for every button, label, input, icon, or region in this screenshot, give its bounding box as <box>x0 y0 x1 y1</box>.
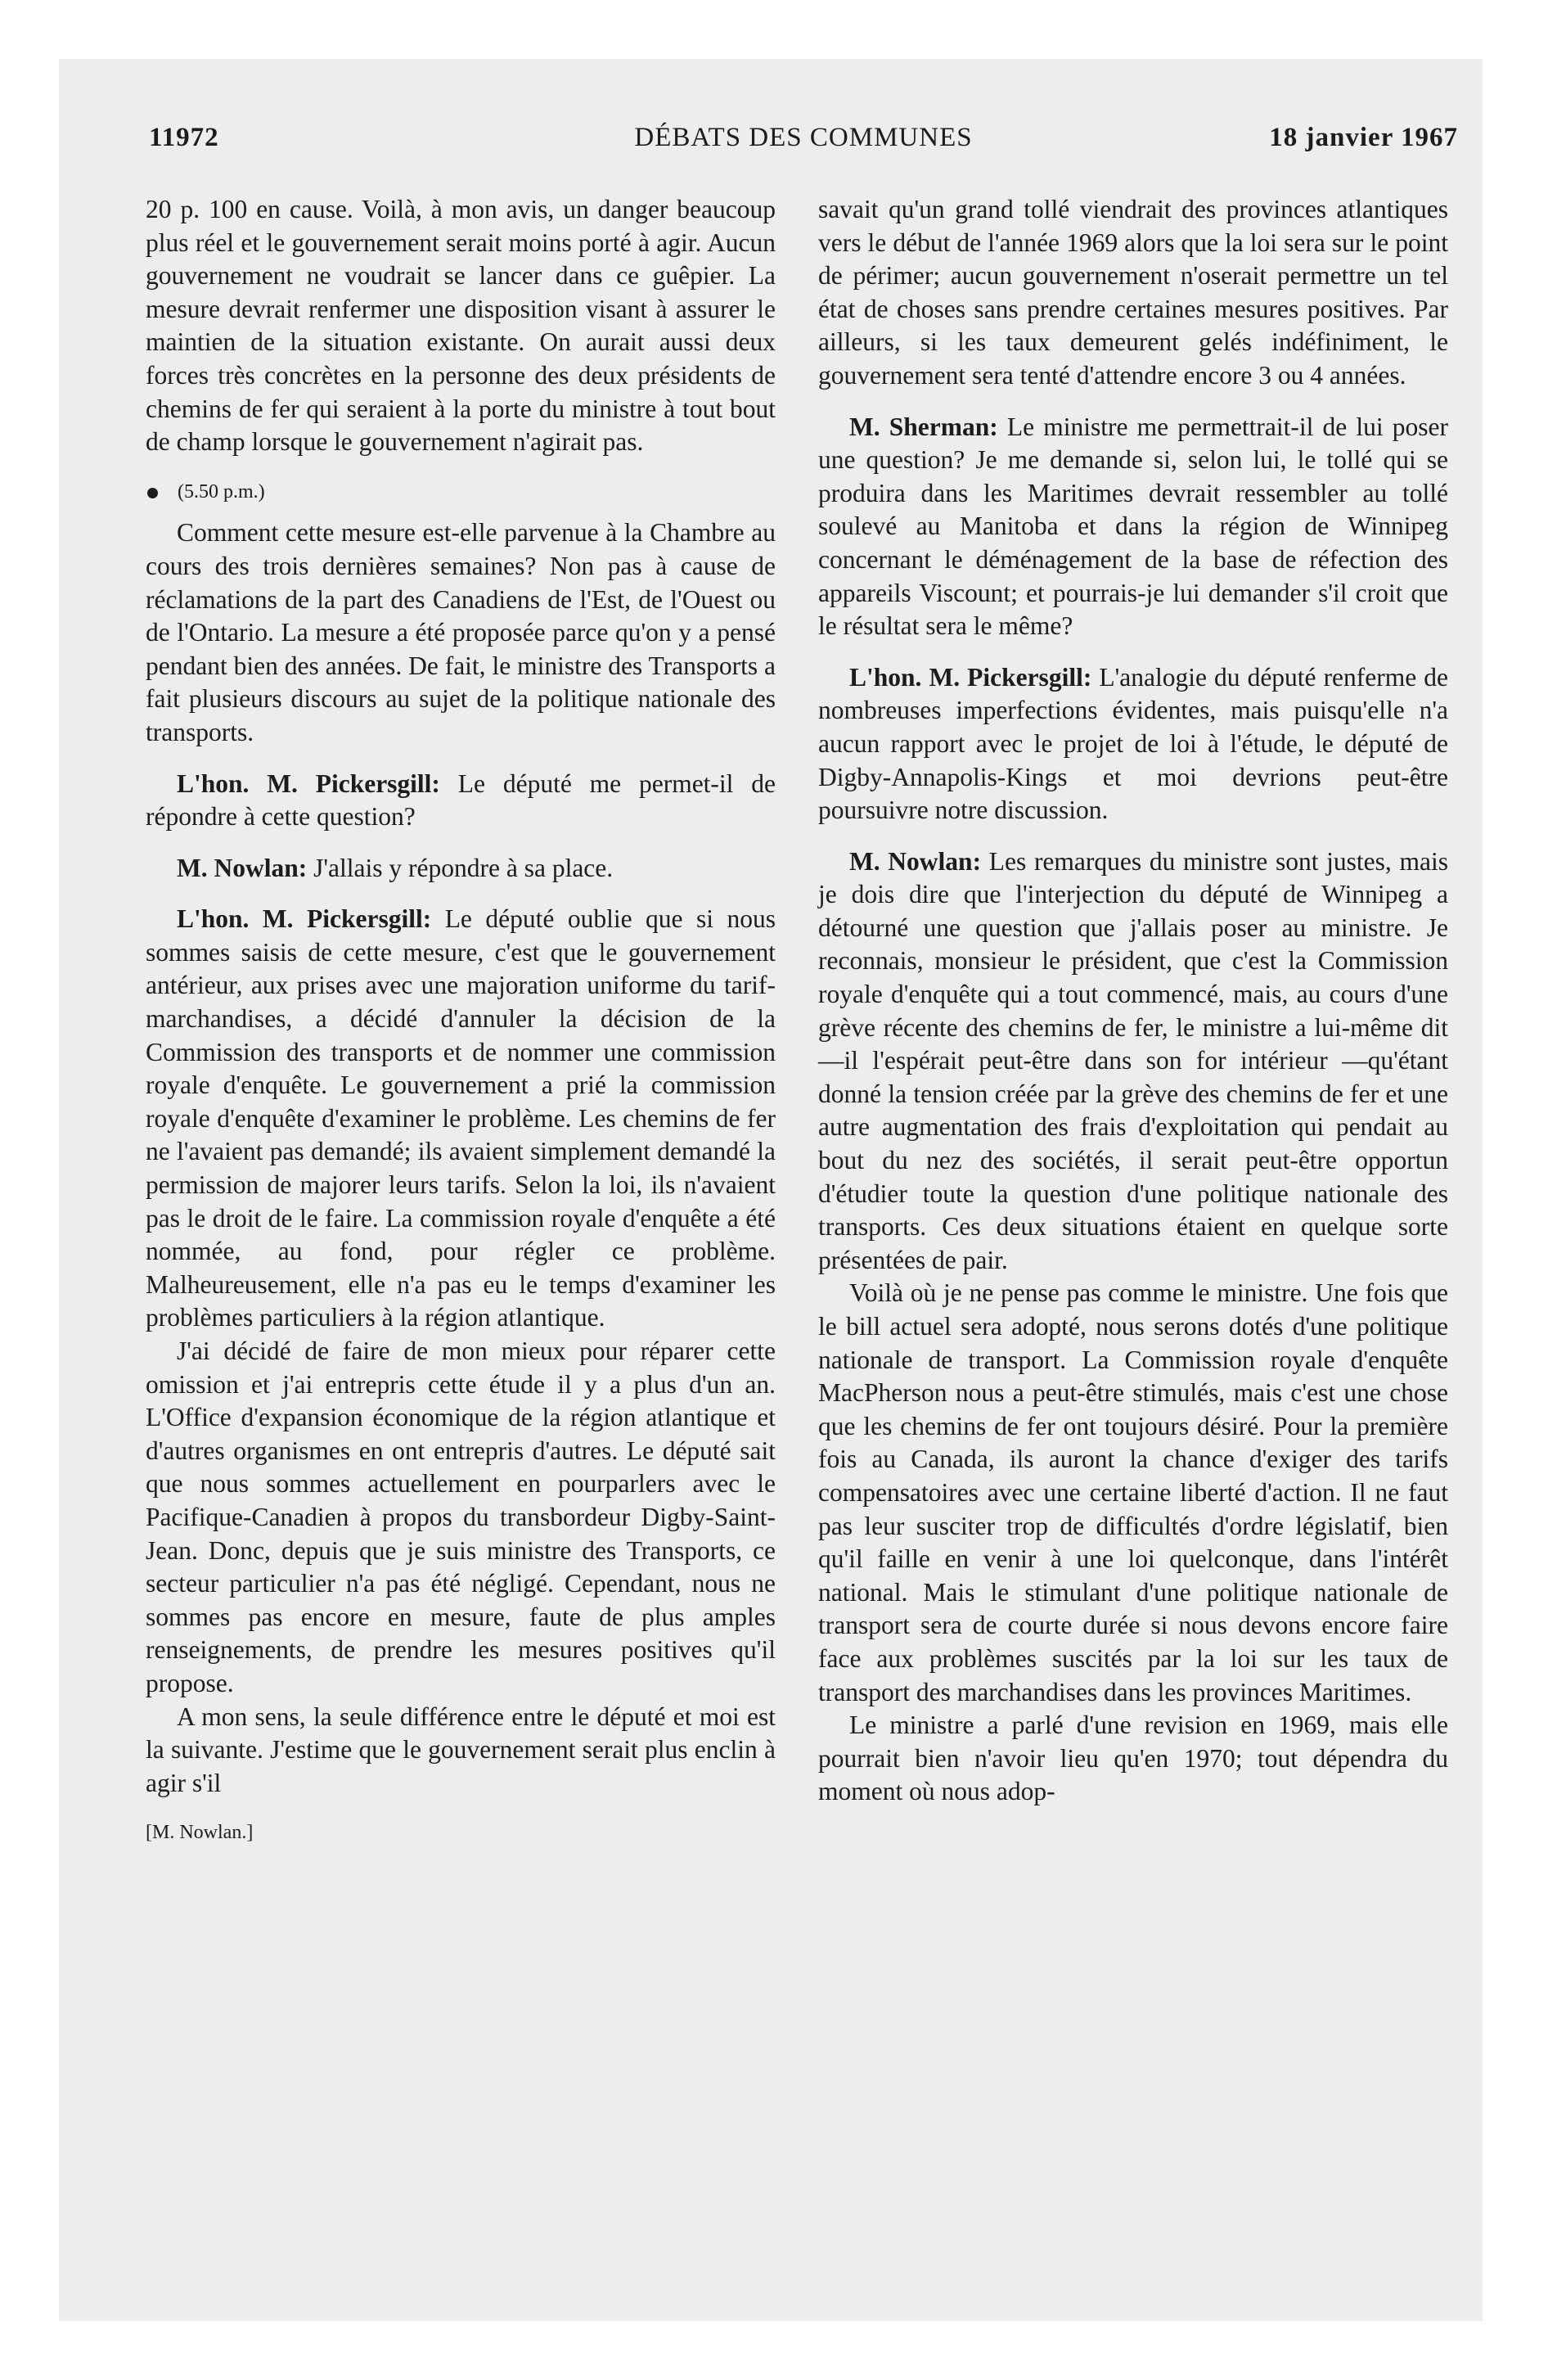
speech <box>818 845 1448 1278</box>
speech <box>146 903 776 1335</box>
speech-text: J'allais y répondre à sa place. <box>313 853 614 882</box>
paragraph: Comment cette mesure est-elle parvenue à la Chambre au cours des trois dernières semaines? Non pas à cause de réclamations de la part des Canadiens de l'Est, de l'Ouest ou de l'Ontario. La mesure a été proposée parce qu'on y a pensé pendant bien des années. De fait, le ministre des Transports a fait plusieurs discours au sujet de la politique nationale des transports. <box>146 518 776 746</box>
right-column <box>818 193 1448 1809</box>
speech-text: Les remarques du ministre sont justes, mais je dois dire que l'interjection du député de Winnipeg a détourné une question que j'allais poser au ministre. Je reconnais, monsieur le président, que c'est la Commission royale d'enquête qui a tout commencé, mais, au cours d'une grève récente des chemins de fer, le ministre a lui-même dit—il l'espérait peut-être dans son for intérieur —qu'étant donné la tension créée par la grève des chemins de fer et une autre augmentation des frais d'exploitation qui pendait au bout du nez des sociétés, il serait peut-être opportun d'étudier toute la question d'une politique nationale des transports. Ces deux situations étaient en quelque sorte présentées de pair. <box>818 846 1448 1274</box>
page-number: 11972 <box>149 123 219 152</box>
speaker-name: L'hon. M. Pickersgill: <box>177 904 432 934</box>
paragraph: Voilà où je ne pense pas comme le ministre. Une fois que le bill actuel sera adopté, nous serons dotés d'une politique nationale de transport. La Commission royale d'enquête MacPherson nous a peut-être stimulés, mais c'est une chose que les chemins de fer ont toujours désiré. Pour la première fois au Canada, ils auront la chance d'exiger des tarifs compensatoires avec une certaine liberté d'action. Il ne faut pas leur susciter trop de difficultés d'ordre législatif, bien qu'il faille en venir à une loi quelconque, dans l'intérêt national. Mais le stimulant d'une politique nationale de transport sera de courte durée si nous devons encore faire face aux problèmes suscités par la loi sur les taux de transport des marchandises dans les provinces Maritimes. <box>818 1278 1448 1706</box>
speech-text: L'analogie du député renferme de nombreuses imperfections évidentes, mais puisqu'elle n'a aucun rapport avec le projet de loi à l'étude, le député de Digby-Annapolis-Kings et moi devrions peut-être poursuivre notre discussion. <box>818 662 1449 825</box>
speech-text: Le député oublie que si nous sommes saisis de cette mesure, c'est que le gouvernement antérieur, aux prises avec une majoration uniforme du tarif-marchandises, a décidé d'annuler la décision de la Commission des transports et de nommer une commission royale d'enquête. Le gouvernement a prié la commission royale d'enquête d'examiner le problème. Les chemins de fer ne l'avaient pas demandé; ils avaient simplement demandé la permission de majorer leurs tarifs. Selon la loi, ils n'avaient pas le droit de le faire. La commission royale d'enquête a été nommée, au fond, pour régler ce problème. Malheureusement, elle n'a pas eu le temps d'examiner les problèmes particuliers à la région atlantique. <box>146 904 776 1332</box>
time-marker <box>146 476 776 509</box>
speech <box>146 768 776 834</box>
paragraph: savait qu'un grand tollé viendrait des provinces atlantiques vers le début de l'année 1969 alors que la loi sera sur le point de périmer; aucun gouvernement n'oserait permettre un tel état de choses sans prendre certaines mesures positives. Par ailleurs, si les taux demeurent gelés indéfiniment, le gouvernement sera tenté d'attendre encore 3 ou 4 années. <box>818 195 1448 390</box>
speech <box>146 852 776 886</box>
paragraph: Le ministre a parlé d'une revision en 1969, mais elle pourrait bien n'avoir lieu qu'en 1970; tout dépendra du moment où nous adop- <box>818 1711 1448 1806</box>
speaker-name: M. Nowlan: <box>177 853 308 882</box>
bullet-icon <box>147 488 158 498</box>
publication-title: DÉBATS DES COMMUNES <box>634 123 973 152</box>
paragraph: A mon sens, la seule différence entre le député et moi est la suivante. J'estime que le gouvernement serait plus enclin à agir s'il <box>146 1702 776 1797</box>
speech-text: Le ministre me permettrait-il de lui poser une question? Je me demande si, selon lui, le tollé qui se produira dans les Maritimes devrait ressembler au tollé soulevé au Manitoba et dans la région de Winnipeg concernant le déménagement de la base de réfection des appareils Viscount; et pourrais-je lui demander s'il croit que le résultat sera le même? <box>818 412 1449 641</box>
page-date: 18 janvier 1967 <box>1269 123 1458 152</box>
speaker-name: L'hon. M. Pickersgill: <box>849 662 1092 692</box>
speech <box>818 661 1448 827</box>
time-marker-text: (5.50 p.m.) <box>178 480 265 503</box>
paragraph: 20 p. 100 en cause. Voilà, à mon avis, un danger beaucoup plus réel et le gouvernement serait moins porté à agir. Aucun gouvernement ne voudrait se lancer dans ce guêpier. La mesure devrait renfermer une disposition visant à assurer le maintien de la situation existante. On aurait aussi deux forces très concrètes en la personne des deux présidents de chemins de fer qui seraient à la porte du ministre à tout bout de champ lorsque le gouvernement n'agirait pas. <box>146 195 776 457</box>
speaker-name: M. Sherman: <box>849 412 998 441</box>
speaker-name: L'hon. M. Pickersgill: <box>177 769 440 798</box>
speech <box>818 411 1448 643</box>
page-header <box>149 123 1458 169</box>
speaker-name: M. Nowlan: <box>849 846 982 876</box>
speech-text: Le député me permet-il de répondre à cette question? <box>146 769 776 832</box>
speaker-attribution: [M. Nowlan.] <box>146 1822 254 1844</box>
left-column <box>146 193 776 1850</box>
paragraph: J'ai décidé de faire de mon mieux pour réparer cette omission et j'ai entrepris cette étude il y a plus d'un an. L'Office d'expansion économique de la région atlantique et d'autres organismes en ont entrepris d'autres. Le député sait que nous sommes actuellement en pourparlers avec le Pacifique-Canadien à propos du transbordeur Digby-Saint-Jean. Donc, depuis que je suis ministre des Transports, ce secteur particulier n'a pas été négligé. Cependant, nous ne sommes pas encore en mesure, faute de plus amples renseignements, de prendre les mesures positives qu'il propose. <box>146 1336 776 1697</box>
